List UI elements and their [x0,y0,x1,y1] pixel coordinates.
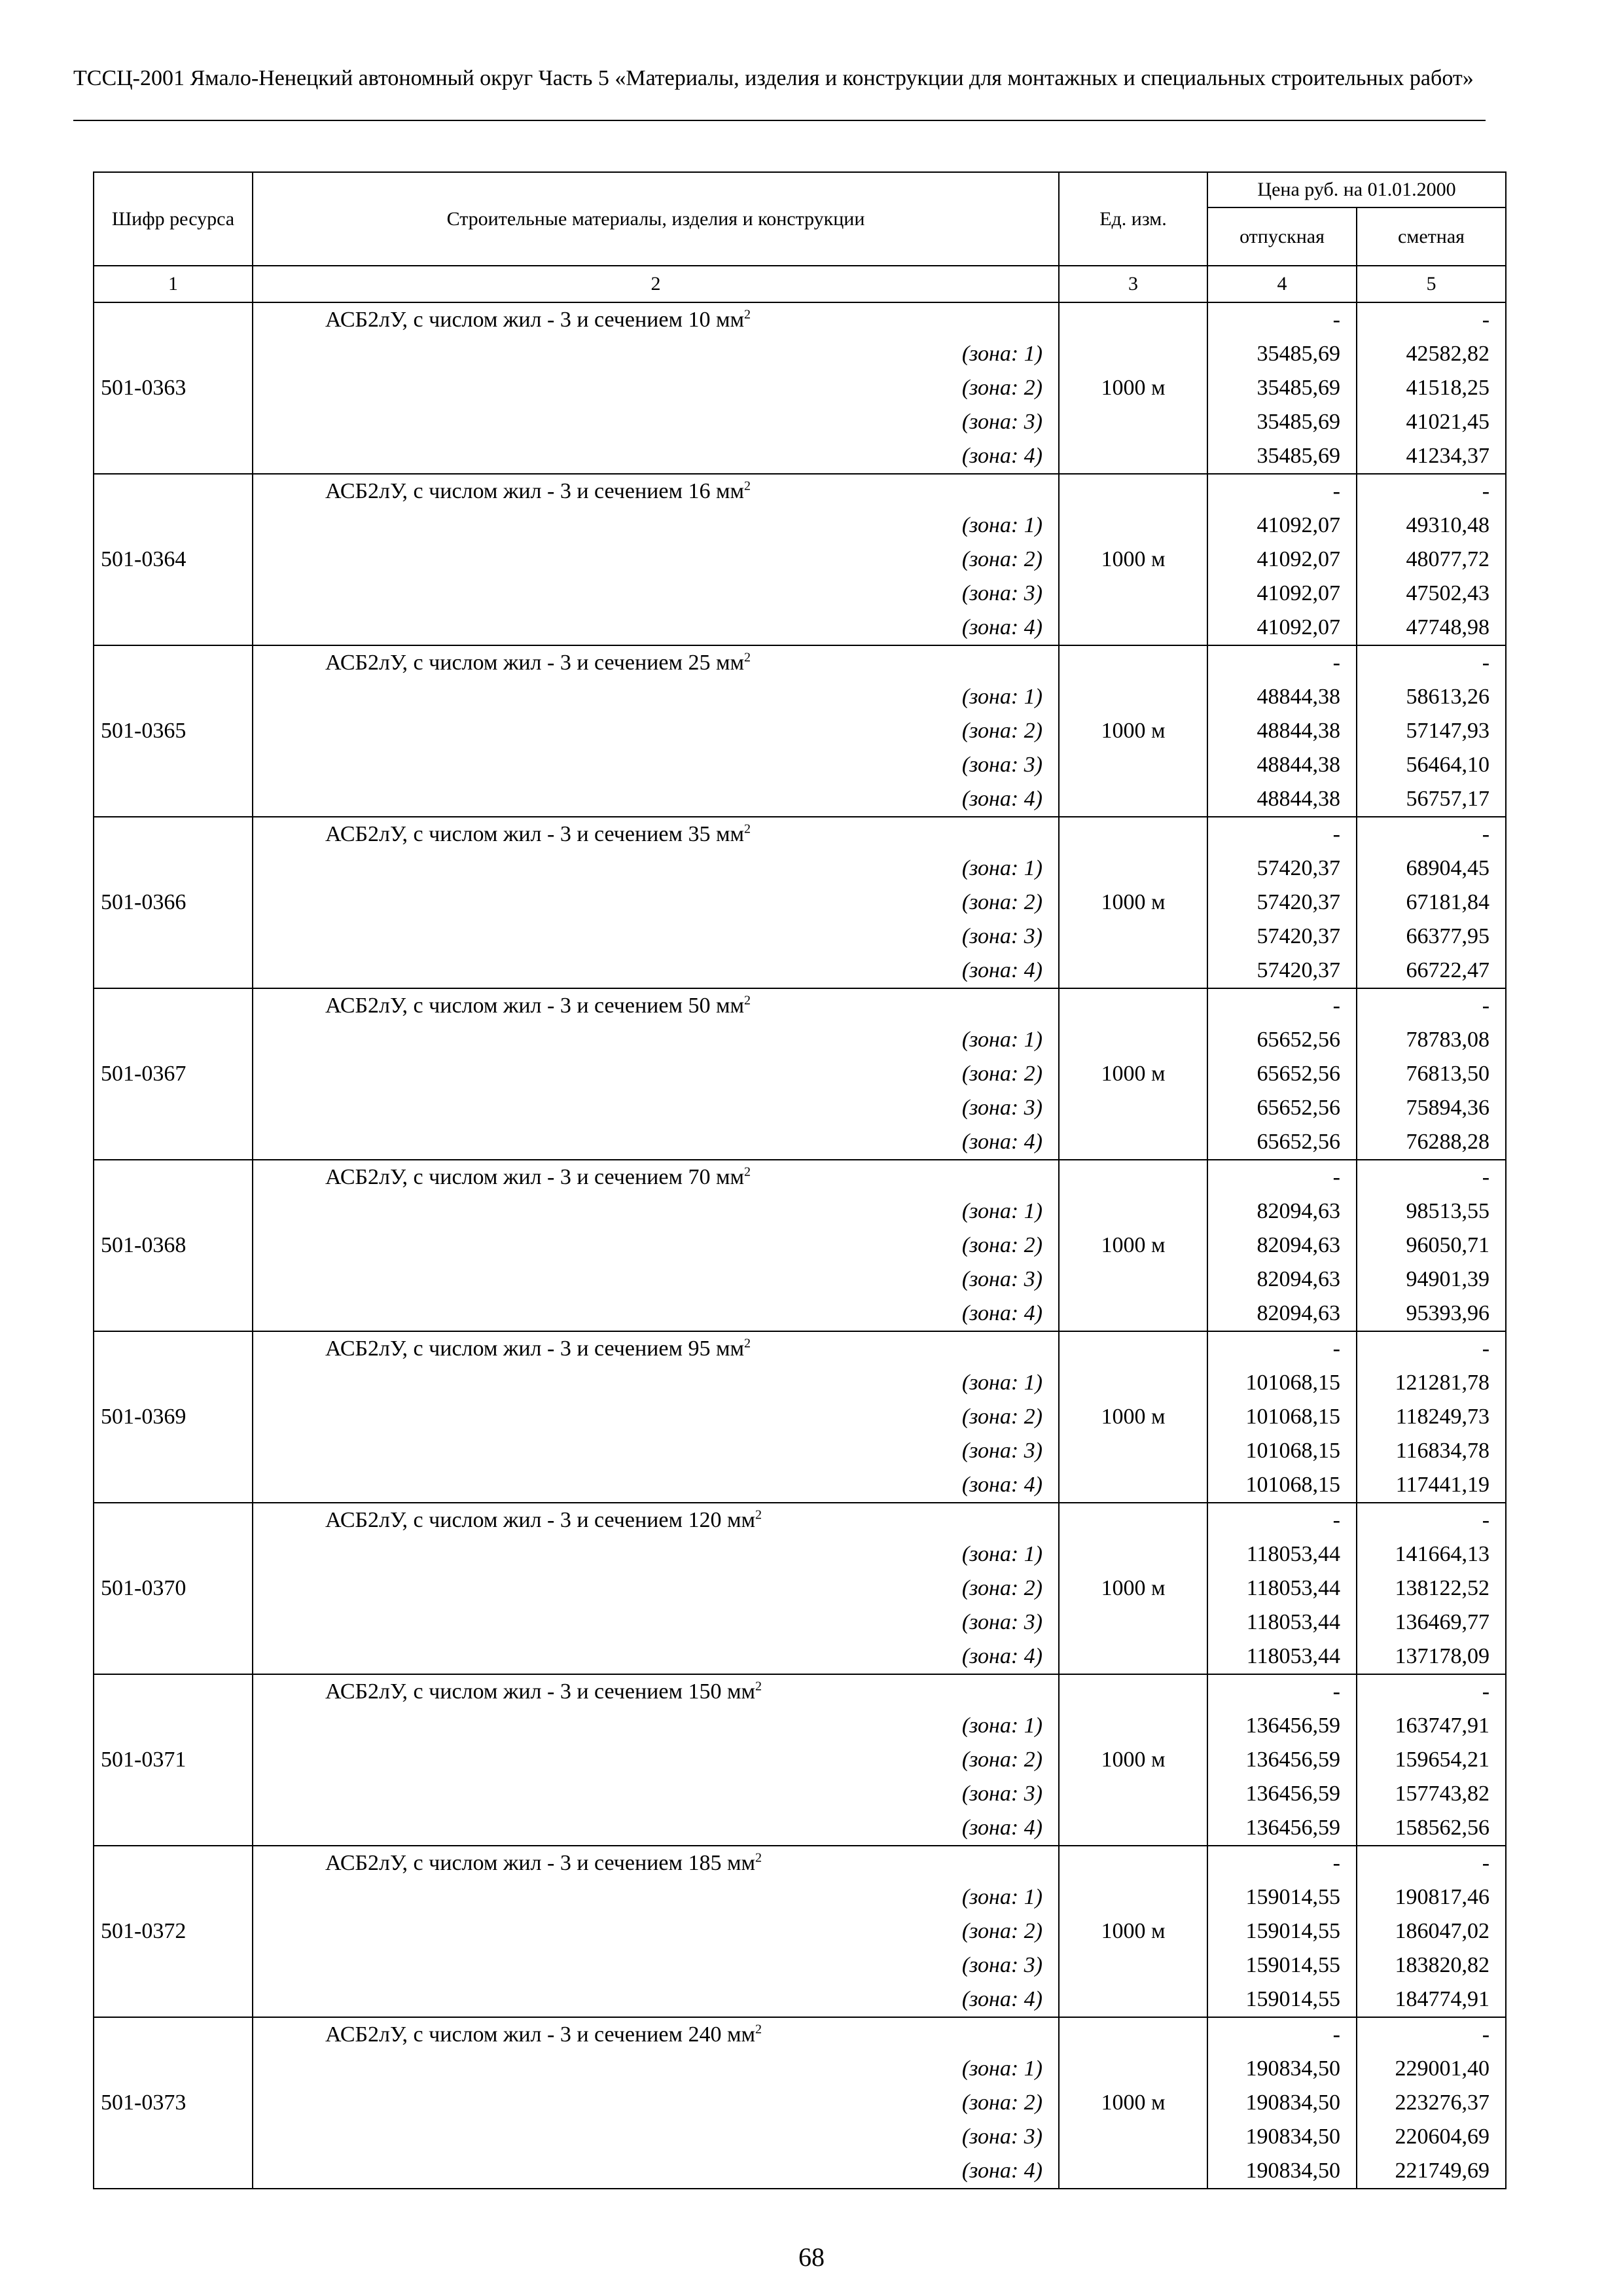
zone-estimate-price: 183820,82 [1395,1953,1490,1977]
estimate-price-base: - [1482,1679,1490,1704]
resource-code: 501-0366 [94,817,253,988]
zone-estimate-price: 58613,26 [1406,685,1490,709]
estimate-price-base: - [1482,1508,1490,1532]
zone-estimate-price: 76288,28 [1406,1130,1490,1154]
resource-code: 501-0363 [94,302,253,474]
material-name [260,1846,1052,1880]
zone-label: (зона: 2) [961,376,1043,400]
table-row [94,817,1506,988]
zone-release-price: 48844,38 [1257,787,1340,811]
unit-cell: 1000 м [1059,1331,1207,1503]
zone-estimate-price: 158562,56 [1395,1816,1490,1840]
zone-estimate-price: 66377,95 [1406,924,1490,948]
material-name-cell [253,1503,1059,1674]
zone-estimate-price: 47748,98 [1406,615,1490,639]
material-name [260,303,1052,337]
zone-release-price: 35485,69 [1257,376,1340,400]
material-name [260,1675,1052,1709]
zone-estimate-price: 42582,82 [1406,342,1490,366]
zone-label: (зона: 3) [961,1096,1043,1120]
zone-estimate-price: 137178,09 [1395,1644,1490,1668]
zone-estimate-price: 141664,13 [1395,1542,1490,1566]
zone-label: (зона: 4) [961,1130,1043,1154]
unit-cell: 1000 м [1059,474,1207,645]
zone-label: (зона: 4) [961,1644,1043,1668]
unit-superscript: 2 [755,1850,762,1865]
zone-label: (зона: 4) [961,2159,1043,2183]
zone-release-price: 118053,44 [1246,1542,1340,1566]
unit-superscript: 2 [744,650,751,665]
estimate-price-base: - [1482,2022,1490,2047]
zone-release-price: 65652,56 [1257,1096,1340,1120]
material-name-text: АСБ2лУ, с числом жил - 3 и сечением 150 мм [325,1679,756,1704]
material-name-cell [253,474,1059,645]
zone-release-price: 65652,56 [1257,1062,1340,1086]
estimate-price-cell [1357,1503,1506,1674]
estimate-price-cell [1357,988,1506,1160]
zone-label: (зона: 4) [961,615,1043,639]
zone-estimate-price: 75894,36 [1406,1096,1490,1120]
column-number: 4 [1207,266,1357,302]
zone-release-price: 48844,38 [1257,753,1340,777]
resource-code: 501-0370 [94,1503,253,1674]
zone-release-price: 57420,37 [1257,890,1340,914]
estimate-price-cell [1357,302,1506,474]
zone-label: (зона: 2) [961,1062,1043,1086]
zone-release-price: 48844,38 [1257,719,1340,743]
zone-estimate-price: 41021,45 [1406,410,1490,434]
zone-estimate-price: 190817,46 [1395,1885,1490,1909]
material-name [260,817,1052,852]
zone-release-price: 136456,59 [1245,1748,1340,1772]
table-row [94,1160,1506,1331]
zone-estimate-price: 157743,82 [1395,1782,1490,1806]
zone-label: (зона: 2) [961,1919,1043,1943]
estimate-price-cell [1357,2017,1506,2189]
unit-superscript: 2 [755,2022,762,2037]
resource-code: 501-0364 [94,474,253,645]
zone-estimate-price: 78783,08 [1406,1028,1490,1052]
zone-label: (зона: 1) [961,342,1043,366]
estimate-price-cell [1357,1160,1506,1331]
zone-release-price: 101068,15 [1245,1473,1340,1497]
zone-estimate-price: 57147,93 [1406,719,1490,743]
zone-release-price: 136456,59 [1245,1816,1340,1840]
release-price-base: - [1332,994,1340,1018]
estimate-price-base: - [1482,308,1490,332]
zone-estimate-price: 41234,37 [1406,444,1490,468]
zone-release-price: 41092,07 [1257,581,1340,605]
table-row [94,1503,1506,1674]
zone-label: (зона: 1) [961,1885,1043,1909]
material-name-cell [253,2017,1059,2189]
zone-release-price: 101068,15 [1245,1371,1340,1395]
resource-code: 501-0372 [94,1846,253,2017]
release-price-cell [1207,1160,1357,1331]
zone-release-price: 136456,59 [1245,1782,1340,1806]
column-number: 3 [1059,266,1207,302]
table-row [94,988,1506,1160]
unit-cell: 1000 м [1059,1503,1207,1674]
header-divider [73,120,1486,121]
material-name-cell [253,1674,1059,1846]
estimate-price-base: - [1482,1851,1490,1875]
material-name-text: АСБ2лУ, с числом жил - 3 и сечением 70 мм [325,1165,745,1189]
unit-cell: 1000 м [1059,1846,1207,2017]
header-release-price: отпускная [1207,207,1357,266]
resource-code: 501-0365 [94,645,253,817]
material-name-text: АСБ2лУ, с числом жил - 3 и сечением 50 мм [325,994,745,1018]
zone-label: (зона: 4) [961,958,1043,982]
release-price-cell [1207,302,1357,474]
zone-release-price: 48844,38 [1257,685,1340,709]
resource-code: 501-0367 [94,988,253,1160]
zone-release-price: 190834,50 [1245,2056,1340,2081]
resource-code: 501-0373 [94,2017,253,2189]
release-price-cell [1207,817,1357,988]
table-row [94,645,1506,817]
price-table [93,171,1507,2189]
zone-label: (зона: 4) [961,787,1043,811]
unit-cell: 1000 м [1059,817,1207,988]
zone-label: (зона: 3) [961,2125,1043,2149]
running-header: ТССЦ-2001 Ямало-Ненецкий автономный округ Часть 5 «Материалы, изделия и конструкции для монтажных и специальных строительных работ» [73,66,1474,90]
zone-estimate-price: 186047,02 [1395,1919,1490,1943]
zone-estimate-price: 47502,43 [1406,581,1490,605]
zone-label: (зона: 3) [961,1953,1043,1977]
zone-release-price: 118053,44 [1246,1576,1340,1600]
zone-label: (зона: 3) [961,1439,1043,1463]
material-name [260,989,1052,1023]
zone-release-price: 57420,37 [1257,958,1340,982]
material-name-cell [253,1160,1059,1331]
zone-release-price: 82094,63 [1257,1199,1340,1223]
release-price-cell [1207,474,1357,645]
column-number: 2 [253,266,1059,302]
zone-label: (зона: 3) [961,410,1043,434]
unit-cell: 1000 м [1059,2017,1207,2189]
header-estimate-price: сметная [1357,207,1506,266]
estimate-price-cell [1357,817,1506,988]
zone-estimate-price: 221749,69 [1395,2159,1490,2183]
zone-label: (зона: 2) [961,1576,1043,1600]
estimate-price-base: - [1482,479,1490,503]
zone-estimate-price: 76813,50 [1406,1062,1490,1086]
zone-label: (зона: 1) [961,1028,1043,1052]
zone-label: (зона: 3) [961,1782,1043,1806]
release-price-base: - [1332,308,1340,332]
zone-release-price: 82094,63 [1257,1301,1340,1325]
material-name-text: АСБ2лУ, с числом жил - 3 и сечением 16 мм [325,479,745,503]
zone-estimate-price: 121281,78 [1395,1371,1490,1395]
zone-label: (зона: 3) [961,1610,1043,1634]
zone-label: (зона: 4) [961,1473,1043,1497]
header-price-group: Цена руб. на 01.01.2000 [1207,172,1506,207]
release-price-base: - [1332,651,1340,675]
material-name-cell [253,988,1059,1160]
unit-superscript: 2 [755,1507,762,1522]
zone-estimate-price: 48077,72 [1406,547,1490,571]
zone-estimate-price: 220604,69 [1395,2125,1490,2149]
estimate-price-base: - [1482,1165,1490,1189]
zone-label: (зона: 1) [961,856,1043,880]
estimate-price-base: - [1482,822,1490,846]
release-price-cell [1207,645,1357,817]
material-name-text: АСБ2лУ, с числом жил - 3 и сечением 120 мм [325,1508,756,1532]
release-price-base: - [1332,1508,1340,1532]
zone-release-price: 159014,55 [1245,1919,1340,1943]
zone-release-price: 82094,63 [1257,1267,1340,1291]
zone-label: (зона: 2) [961,547,1043,571]
zone-release-price: 190834,50 [1245,2090,1340,2115]
zone-estimate-price: 98513,55 [1406,1199,1490,1223]
unit-cell: 1000 м [1059,645,1207,817]
release-price-cell [1207,2017,1357,2189]
release-price-cell [1207,1503,1357,1674]
material-name-text: АСБ2лУ, с числом жил - 3 и сечением 240 мм [325,2022,756,2047]
material-name-cell [253,1846,1059,2017]
zone-label: (зона: 3) [961,1267,1043,1291]
zone-label: (зона: 2) [961,890,1043,914]
zone-estimate-price: 229001,40 [1395,2056,1490,2081]
zone-release-price: 159014,55 [1245,1987,1340,2011]
zone-release-price: 101068,15 [1245,1439,1340,1463]
zone-label: (зона: 3) [961,581,1043,605]
zone-release-price: 118053,44 [1246,1644,1340,1668]
material-name [260,475,1052,509]
table-body [94,302,1506,2189]
zone-release-price: 118053,44 [1246,1610,1340,1634]
zone-release-price: 136456,59 [1245,1713,1340,1738]
material-name [260,646,1052,680]
zone-release-price: 159014,55 [1245,1953,1340,1977]
zone-estimate-price: 56757,17 [1406,787,1490,811]
estimate-price-cell [1357,1331,1506,1503]
zone-label: (зона: 1) [961,513,1043,537]
zone-label: (зона: 1) [961,685,1043,709]
resource-code: 501-0371 [94,1674,253,1846]
unit-superscript: 2 [744,307,751,322]
zone-label: (зона: 2) [961,1233,1043,1257]
unit-cell: 1000 м [1059,1674,1207,1846]
estimate-price-base: - [1482,994,1490,1018]
resource-code: 501-0368 [94,1160,253,1331]
zone-label: (зона: 4) [961,444,1043,468]
zone-estimate-price: 159654,21 [1395,1748,1490,1772]
release-price-base: - [1332,1851,1340,1875]
release-price-base: - [1332,1679,1340,1704]
zone-release-price: 101068,15 [1245,1405,1340,1429]
release-price-cell [1207,1846,1357,2017]
page-number: 68 [798,2242,825,2272]
header-unit: Ед. изм. [1059,172,1207,266]
estimate-price-cell [1357,1674,1506,1846]
zone-release-price: 41092,07 [1257,615,1340,639]
table-row [94,2017,1506,2189]
zone-estimate-price: 67181,84 [1406,890,1490,914]
zone-release-price: 82094,63 [1257,1233,1340,1257]
unit-superscript: 2 [744,1336,751,1351]
column-number: 5 [1357,266,1506,302]
zone-release-price: 57420,37 [1257,924,1340,948]
table-row [94,1331,1506,1503]
zone-label: (зона: 1) [961,1371,1043,1395]
zone-estimate-price: 138122,52 [1395,1576,1490,1600]
material-name [260,1160,1052,1194]
release-price-cell [1207,1331,1357,1503]
material-name-text: АСБ2лУ, с числом жил - 3 и сечением 35 мм [325,822,745,846]
zone-estimate-price: 66722,47 [1406,958,1490,982]
zone-estimate-price: 136469,77 [1395,1610,1490,1634]
release-price-base: - [1332,2022,1340,2047]
zone-label: (зона: 2) [961,1405,1043,1429]
estimate-price-cell [1357,1846,1506,2017]
table-row [94,1674,1506,1846]
zone-release-price: 41092,07 [1257,547,1340,571]
zone-release-price: 35485,69 [1257,342,1340,366]
zone-release-price: 65652,56 [1257,1028,1340,1052]
material-name [260,1503,1052,1537]
zone-estimate-price: 117441,19 [1395,1473,1490,1497]
zone-estimate-price: 96050,71 [1406,1233,1490,1257]
zone-estimate-price: 118249,73 [1395,1405,1490,1429]
unit-superscript: 2 [755,1679,762,1694]
zone-release-price: 35485,69 [1257,410,1340,434]
material-name-text: АСБ2лУ, с числом жил - 3 и сечением 25 мм [325,651,745,675]
zone-label: (зона: 3) [961,753,1043,777]
material-name [260,1332,1052,1366]
zone-estimate-price: 41518,25 [1406,376,1490,400]
table-row [94,302,1506,474]
table-row [94,1846,1506,2017]
zone-release-price: 159014,55 [1245,1885,1340,1909]
estimate-price-cell [1357,645,1506,817]
material-name-text: АСБ2лУ, с числом жил - 3 и сечением 95 мм [325,1336,745,1361]
material-name-text: АСБ2лУ, с числом жил - 3 и сечением 185 мм [325,1851,756,1875]
material-name-text: АСБ2лУ, с числом жил - 3 и сечением 10 мм [325,308,745,332]
zone-label: (зона: 1) [961,1542,1043,1566]
zone-label: (зона: 4) [961,1816,1043,1840]
zone-estimate-price: 56464,10 [1406,753,1490,777]
material-name [260,2018,1052,2052]
zone-estimate-price: 163747,91 [1395,1713,1490,1738]
zone-estimate-price: 116834,78 [1395,1439,1490,1463]
estimate-price-base: - [1482,651,1490,675]
zone-label: (зона: 2) [961,1748,1043,1772]
zone-label: (зона: 4) [961,1987,1043,2011]
estimate-price-base: - [1482,1336,1490,1361]
unit-superscript: 2 [744,478,751,493]
unit-superscript: 2 [744,821,751,836]
zone-estimate-price: 49310,48 [1406,513,1490,537]
unit-superscript: 2 [744,993,751,1008]
material-name-cell [253,817,1059,988]
zone-label: (зона: 1) [961,2056,1043,2081]
zone-release-price: 35485,69 [1257,444,1340,468]
material-name-cell [253,302,1059,474]
unit-cell: 1000 м [1059,988,1207,1160]
release-price-base: - [1332,1336,1340,1361]
column-number: 1 [94,266,253,302]
zone-release-price: 41092,07 [1257,513,1340,537]
release-price-cell [1207,1674,1357,1846]
unit-superscript: 2 [744,1164,751,1179]
zone-label: (зона: 2) [961,719,1043,743]
zone-label: (зона: 3) [961,924,1043,948]
unit-cell: 1000 м [1059,302,1207,474]
header-name: Строительные материалы, изделия и конструкции [253,172,1059,266]
release-price-cell [1207,988,1357,1160]
zone-estimate-price: 68904,45 [1406,856,1490,880]
release-price-base: - [1332,822,1340,846]
zone-estimate-price: 223276,37 [1395,2090,1490,2115]
zone-release-price: 190834,50 [1245,2125,1340,2149]
table-row [94,474,1506,645]
material-name-cell [253,645,1059,817]
unit-cell: 1000 м [1059,1160,1207,1331]
zone-estimate-price: 95393,96 [1406,1301,1490,1325]
release-price-base: - [1332,1165,1340,1189]
material-name-cell [253,1331,1059,1503]
zone-release-price: 190834,50 [1245,2159,1340,2183]
zone-label: (зона: 4) [961,1301,1043,1325]
zone-label: (зона: 1) [961,1713,1043,1738]
zone-release-price: 57420,37 [1257,856,1340,880]
estimate-price-cell [1357,474,1506,645]
zone-estimate-price: 94901,39 [1406,1267,1490,1291]
zone-estimate-price: 184774,91 [1395,1987,1490,2011]
release-price-base: - [1332,479,1340,503]
zone-label: (зона: 2) [961,2090,1043,2115]
resource-code: 501-0369 [94,1331,253,1503]
zone-release-price: 65652,56 [1257,1130,1340,1154]
header-code: Шифр ресурса [94,172,253,266]
zone-label: (зона: 1) [961,1199,1043,1223]
